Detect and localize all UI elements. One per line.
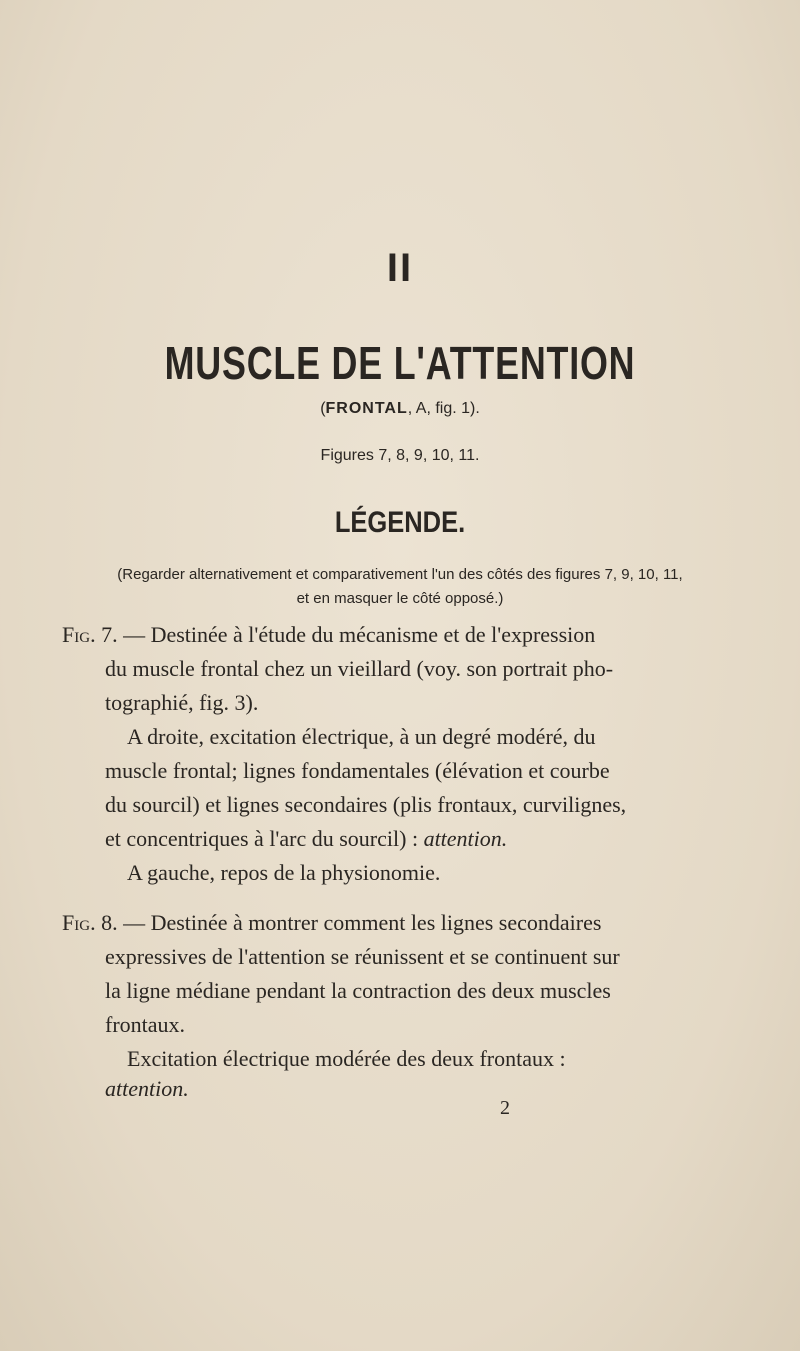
fig8-line5: Excitation électrique modérée des deux frontaux :: [127, 1046, 566, 1071]
fig7-attention-italic: attention.: [423, 826, 508, 851]
fig8-line4: frontaux.: [105, 1012, 186, 1037]
subtitle-rest: , A, fig. 1).: [407, 400, 480, 417]
fig7-line7: [105, 826, 507, 852]
fig7-line4: A droite, excitation électrique, à un degré modéré, du: [127, 724, 596, 749]
figures-list: Figures 7, 8, 9, 10, 11.: [320, 447, 480, 464]
fig7-line5: muscle frontal; lignes fondamentales (élévation et courbe: [105, 758, 610, 783]
fig7-line6: du sourcil) et lignes secondaires (plis frontaux, curvilignes,: [105, 792, 627, 817]
fig8-label: Fig.: [62, 910, 96, 935]
fig7-label: Fig.: [62, 622, 96, 647]
fig7-line2: du muscle frontal chez un vieillard (voy. son portrait pho-: [105, 656, 614, 681]
fig7-line8: A gauche, repos de la physionomie.: [127, 860, 441, 885]
legend-note-line1: (Regarder alternativement et comparativement l'un des côtés des figures 7, 9, 10, 11,: [117, 566, 683, 583]
fig7-line1-text: 7. — Destinée à l'étude du mécanisme et de l'expression: [95, 622, 596, 647]
legend-heading: LÉGENDE.: [334, 506, 466, 539]
fig8-line1-text: 8. — Destinée à montrer comment les lignes secondaires: [95, 910, 602, 935]
fig8-line3: la ligne médiane pendant la contraction des deux muscles: [105, 978, 611, 1003]
fig7-line7-text: et concentriques à l'arc du sourcil) :: [105, 826, 424, 851]
fig8-line2: expressives de l'attention se réunissent et se continuent sur: [105, 944, 620, 969]
fig8-line1: [62, 910, 601, 936]
chapter-title: MUSCLE DE L'ATTENTION: [164, 337, 636, 389]
page-number: 2: [500, 1097, 510, 1119]
fig8-line6: attention.: [105, 1076, 189, 1101]
subtitle-open: (: [320, 400, 326, 417]
fig7-line1: [62, 622, 595, 648]
chapter-subtitle: [0, 400, 800, 418]
subtitle-muscle-name: FRONTAL: [325, 400, 408, 417]
fig7-line3: tographié, fig. 3).: [105, 690, 259, 715]
legend-note-line2: et en masquer le côté opposé.): [296, 590, 504, 607]
chapter-number: II: [386, 246, 414, 290]
